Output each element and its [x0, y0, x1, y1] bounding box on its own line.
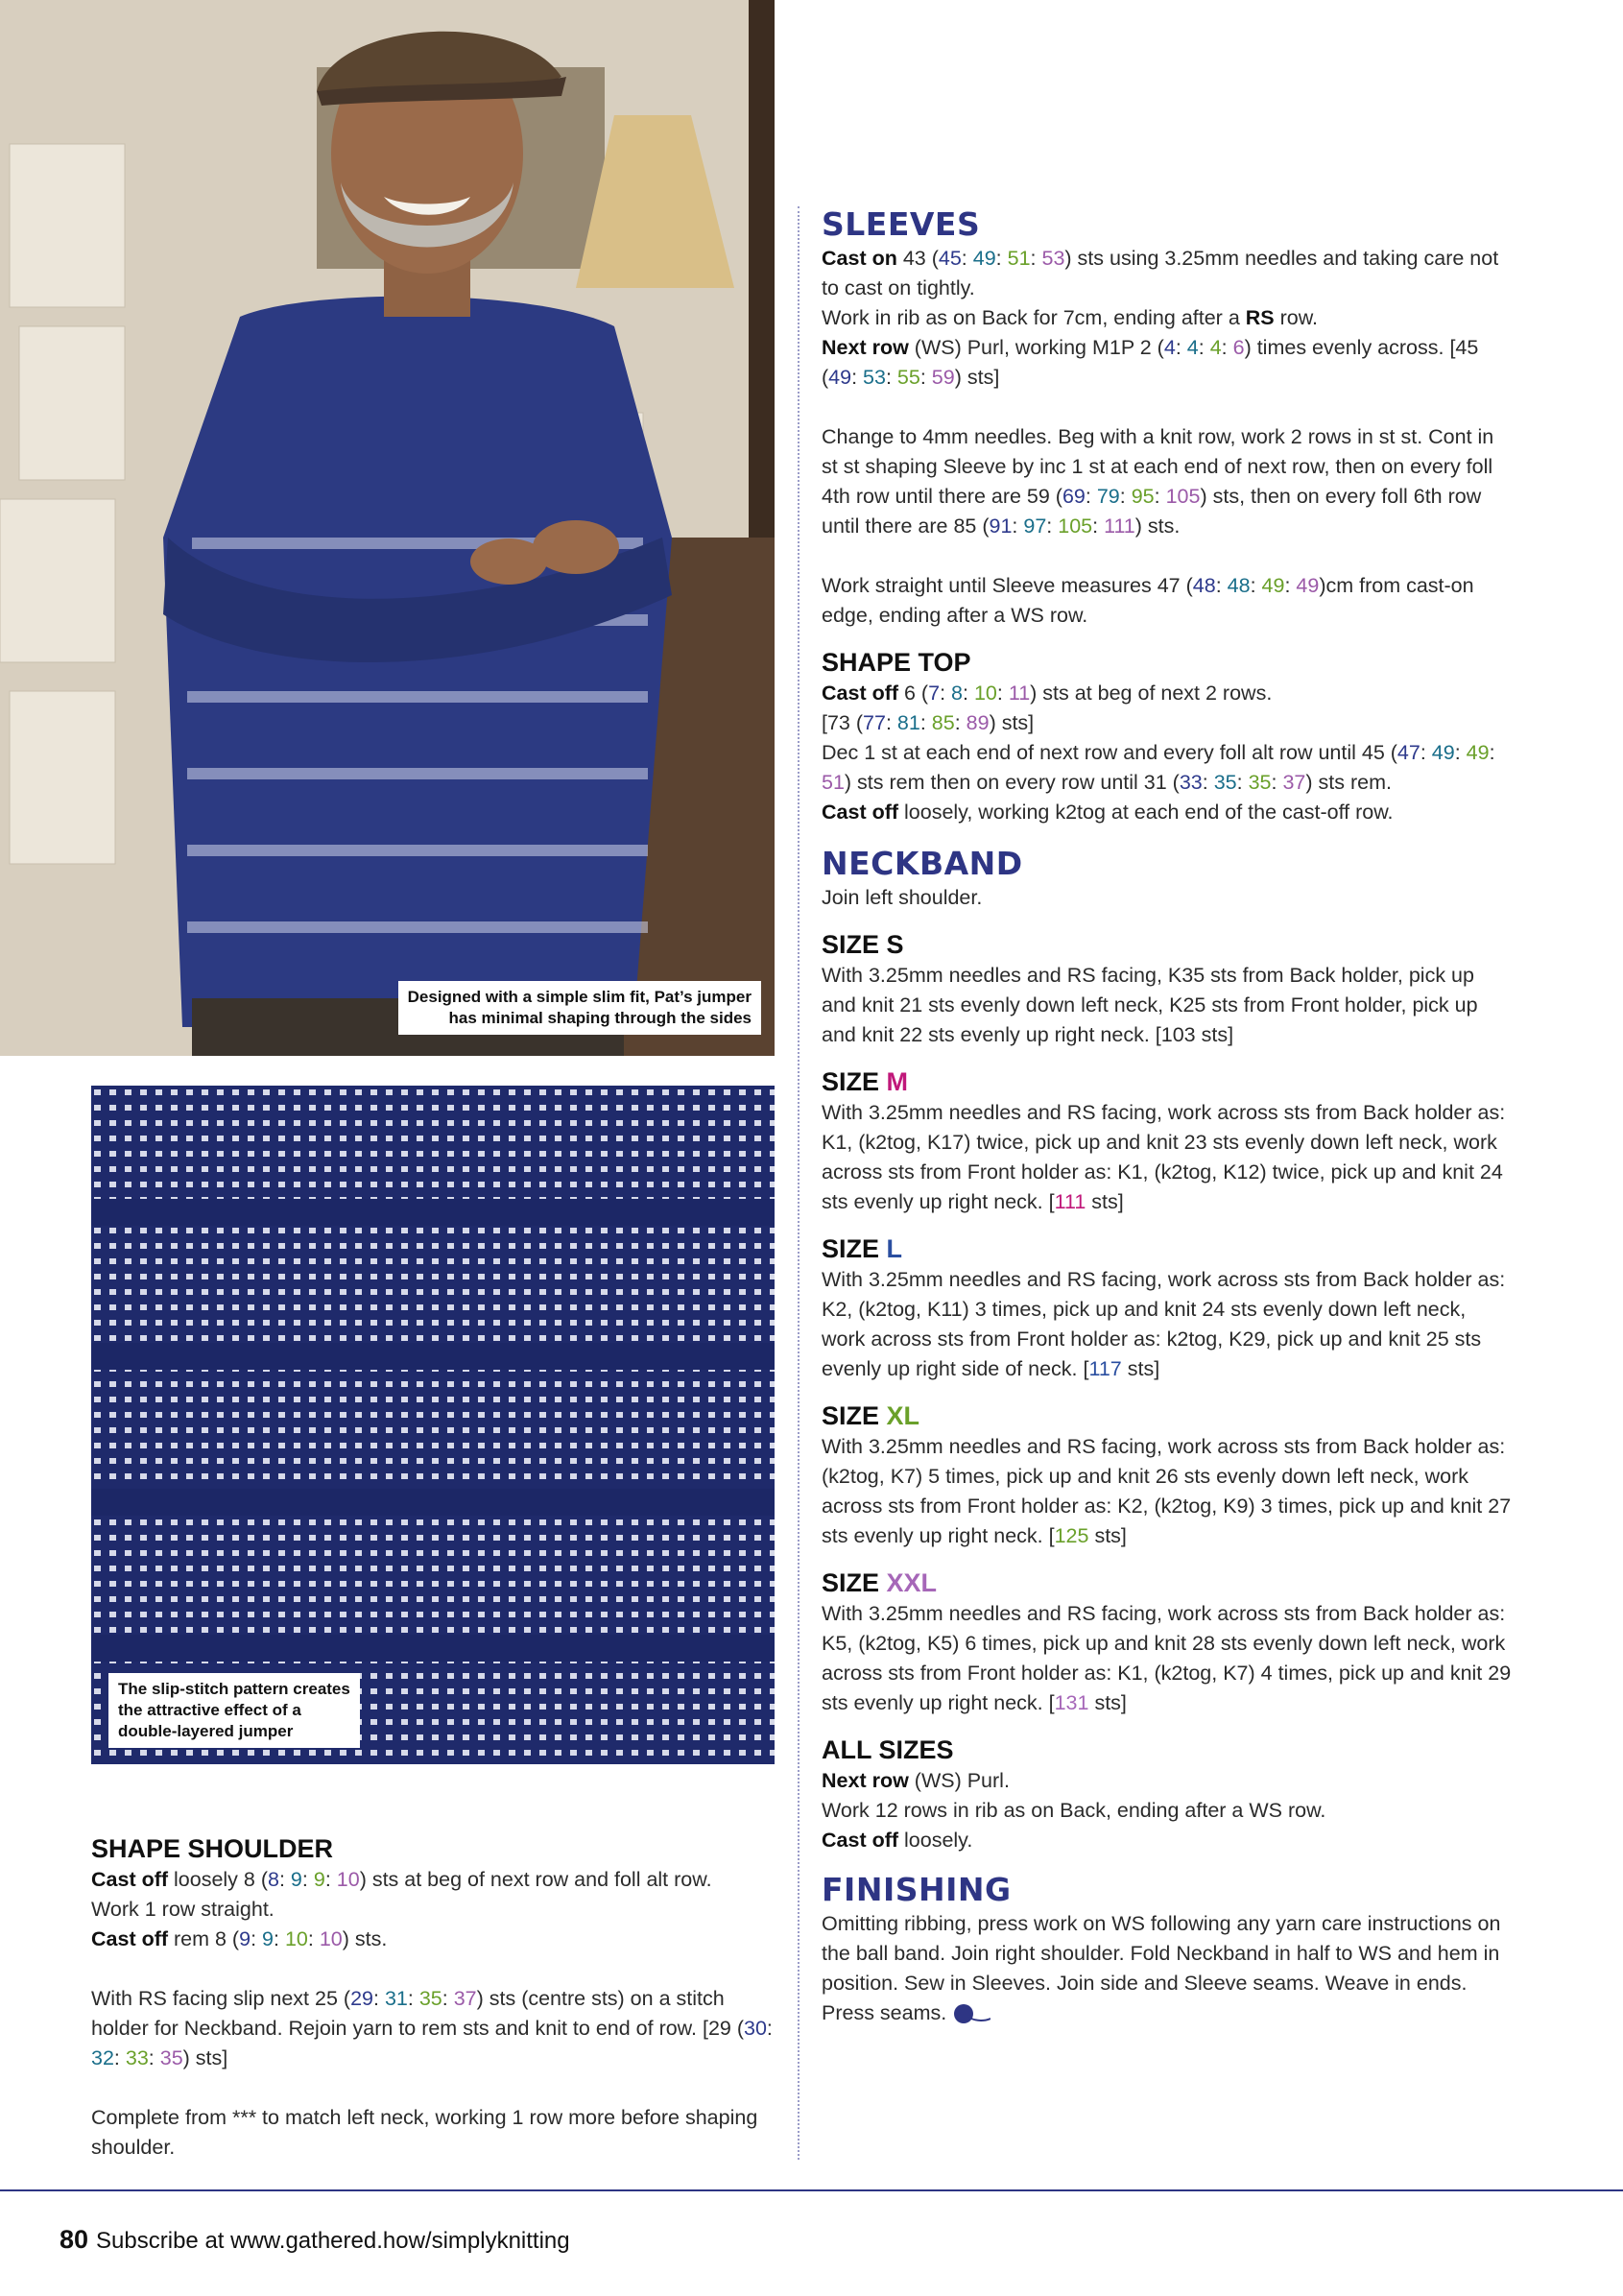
stitch-closeup-photo	[91, 1086, 775, 1764]
neckband-heading: NECKBAND	[822, 845, 1023, 882]
size-xxl-heading: SIZE XXL	[822, 1568, 938, 1597]
slip-stitch-texture	[91, 1086, 775, 1764]
sleeves-para-3: Work straight until Sleeve measures 47 (48: 48: 49: 49)cm from cast-on edge, ending after a WS row.	[822, 574, 1474, 627]
shape-shoulder-para-2: With RS facing slip next 25 (29: 31: 35: 37) sts (centre sts) on a stitch holder for Neckband. Rejoin yarn to rem sts and knit to end of row. [29 (30: 32: 33: 35) sts]	[91, 1987, 773, 2069]
size-xl-heading: SIZE XL	[822, 1401, 920, 1430]
all-sizes-heading: ALL SIZES	[822, 1735, 954, 1764]
caption-1-line-2: has minimal shaping through the sides	[448, 1009, 752, 1027]
caption-2-line-3: double-layered jumper	[118, 1722, 294, 1740]
size-s-text: With 3.25mm needles and RS facing, K35 sts from Back holder, pick up and knit 21 sts evenly down left neck, K25 sts from Front holder, pick up and knit 22 sts evenly up right neck. [103 sts]	[822, 964, 1478, 1046]
yarn-ball-icon	[952, 2003, 991, 2024]
footer-rule	[0, 2189, 1623, 2191]
page-footer	[60, 2225, 570, 2255]
page-number: 80	[60, 2225, 89, 2254]
caption-2-line-2: the attractive effect of a	[118, 1701, 301, 1719]
right-column	[822, 205, 1513, 2028]
column-divider	[798, 206, 800, 2160]
size-xxl-text: With 3.25mm needles and RS facing, work across sts from Back holder as: K5, (k2tog, K5) 6 times, pick up and knit 28 sts evenly down left neck, work across sts from Front holder as: K1, (k2tog, K7) 4 times, pick up and knit 29 sts evenly up right neck. [131 sts]	[822, 1602, 1512, 1714]
all-sizes-text: Next row (WS) Purl. Work 12 rows in rib as on Back, ending after a WS row. Cast off loosely.	[822, 1769, 1326, 1852]
size-l-text: With 3.25mm needles and RS facing, work across sts from Back holder as: K2, (k2tog, K11) 3 times, pick up and knit 24 sts evenly down left neck, work across sts from Front holder as: k2tog, K29, pick up and knit 25 sts evenly up right side of neck. [117 sts]	[822, 1268, 1506, 1380]
finishing-text: Omitting ribbing, press work on WS following any yarn care instructions on the ball band. Join right shoulder. Fold Neckband in half to WS and hem in position. Sew in Sleeves. Join side and Sleeve seams. Weave in ends. Press seams.	[822, 1912, 1501, 2024]
shape-shoulder-section	[91, 1832, 782, 2163]
photo-caption-1	[398, 981, 761, 1035]
sweater-model-photo	[0, 0, 775, 1056]
shape-top-heading: SHAPE TOP	[822, 648, 971, 677]
size-m-text: With 3.25mm needles and RS facing, work across sts from Back holder as: K1, (k2tog, K17) twice, pick up and knit 23 sts evenly down left neck, work across sts from Front holder as: K1, (k2tog, K12) twice, pick up and knit 24 sts evenly up right neck. [111 sts]	[822, 1101, 1506, 1213]
neckband-intro: Join left shoulder.	[822, 886, 983, 909]
size-m-heading: SIZE M	[822, 1067, 909, 1096]
shape-shoulder-heading: SHAPE SHOULDER	[91, 1834, 334, 1863]
model-illustration	[0, 0, 775, 1056]
sleeves-para-2: Change to 4mm needles. Beg with a knit row, work 2 rows in st st. Cont in st st shaping Sleeve by inc 1 st at each end of next row, then on every foll 4th row until there are 59 (69: 79: 95: 105) sts, then on every foll 6th row until there are 85 (91: 97: 105: 111) sts.	[822, 425, 1494, 538]
shape-shoulder-para-3: Complete from *** to match left neck, working 1 row more before shaping shoulder.	[91, 2106, 758, 2159]
caption-1-line-1: Designed with a simple slim fit, Pat’s jumper	[407, 988, 752, 1006]
caption-2-line-1: The slip-stitch pattern creates	[118, 1680, 350, 1698]
footer-subscribe-link[interactable]: Subscribe at www.gathered.how/simplyknitting	[96, 2228, 570, 2254]
finishing-heading: FINISHING	[822, 1871, 1012, 1908]
size-s-heading: SIZE S	[822, 930, 904, 959]
size-xl-text: With 3.25mm needles and RS facing, work across sts from Back holder as: (k2tog, K7) 5 times, pick up and knit 26 sts evenly down left neck, work across sts from Front holder as: K2, (k2tog, K9) 3 times, pick up and knit 27 sts evenly up right neck. [125 sts]	[822, 1435, 1512, 1547]
sleeves-heading: SLEEVES	[822, 205, 981, 243]
shape-shoulder-para-1: Cast off loosely 8 (8: 9: 9: 10) sts at beg of next row and foll alt row. Work 1 row straight. Cast off rem 8 (9: 9: 10: 10) sts.	[91, 1868, 712, 1950]
photo-caption-2	[108, 1673, 360, 1748]
size-l-heading: SIZE L	[822, 1234, 903, 1263]
sleeves-para-1: Cast on 43 (45: 49: 51: 53) sts using 3.25mm needles and taking care not to cast on tightly. Work in rib as on Back for 7cm, ending after a RS row. Next row (WS) Purl, working M1P 2 (4: 4: 4: 6) times evenly across. [45 (49: 53: 55: 59) sts]	[822, 247, 1499, 389]
shape-top-para: Cast off 6 (7: 8: 10: 11) sts at beg of next 2 rows. [73 (77: 81: 85: 89) sts] Dec 1 st at each end of next row and every foll alt row until 45 (47: 49: 49: 51) sts rem then on every row until 31 (33: 35: 35: 37) sts rem. Cast off loosely, working k2tog at each end of the cast-off row.	[822, 682, 1495, 824]
